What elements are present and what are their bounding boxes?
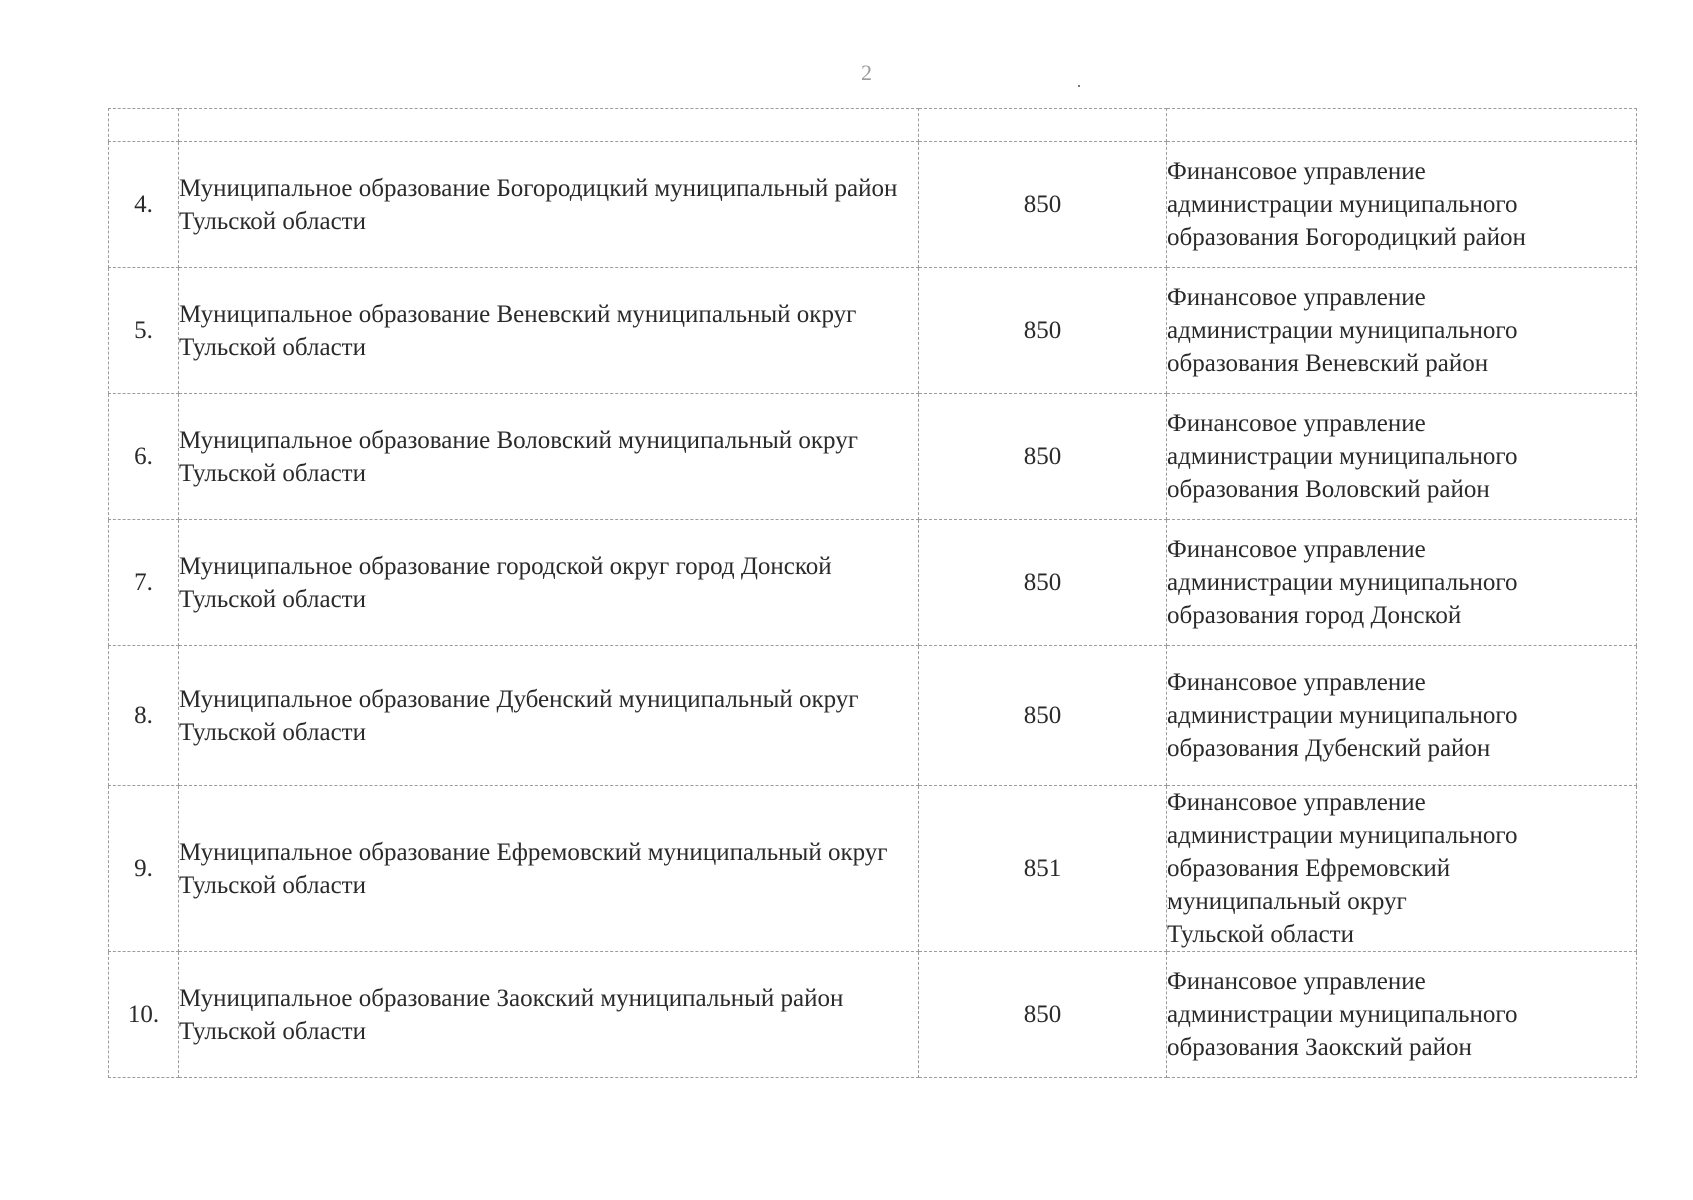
table-header-row: [109, 109, 1637, 142]
table-row: [109, 268, 1637, 394]
municipality-name: Муниципальное образование Богородицкий муниципальный район Тульской области: [179, 142, 919, 268]
row-number: 10.: [109, 952, 179, 1078]
scan-speck: [1078, 85, 1080, 87]
budget-code: 850: [919, 646, 1167, 786]
finance-authority: Финансовое управление администрации муниципального образования Заокский район: [1167, 952, 1637, 1078]
page-number: 2: [861, 60, 872, 85]
header-cell-finance: [1167, 109, 1637, 142]
budget-code: 850: [919, 520, 1167, 646]
municipality-name: Муниципальное образование Ефремовский муниципальный округ Тульской области: [179, 786, 919, 952]
municipality-name: Муниципальное образование городской округ город Донской Тульской области: [179, 520, 919, 646]
finance-authority: Финансовое управление администрации муниципального образования Веневский район: [1167, 268, 1637, 394]
budget-code: 850: [919, 268, 1167, 394]
budget-code: 850: [919, 394, 1167, 520]
finance-authority: Финансовое управление администрации муниципального образования город Донской: [1167, 520, 1637, 646]
budget-code: 850: [919, 142, 1167, 268]
budget-code: 851: [919, 786, 1167, 952]
row-number: 6.: [109, 394, 179, 520]
header-cell-name: [179, 109, 919, 142]
budget-code: 850: [919, 952, 1167, 1078]
header-cell-code: [919, 109, 1167, 142]
row-number: 9.: [109, 786, 179, 952]
row-number: 5.: [109, 268, 179, 394]
municipality-name: Муниципальное образование Заокский муниципальный район Тульской области: [179, 952, 919, 1078]
municipal-table: [108, 108, 1637, 1078]
table-row: [109, 520, 1637, 646]
municipality-name: Муниципальное образование Веневский муниципальный округ Тульской области: [179, 268, 919, 394]
finance-authority: Финансовое управление администрации муниципального образования Богородицкий район: [1167, 142, 1637, 268]
row-number: 8.: [109, 646, 179, 786]
finance-authority: Финансовое управление администрации муниципального образования Дубенский район: [1167, 646, 1637, 786]
header-cell-num: [109, 109, 179, 142]
municipality-name: Муниципальное образование Дубенский муниципальный округ Тульской области: [179, 646, 919, 786]
finance-authority: Финансовое управление администрации муниципального образования Ефремовский муниципальный округ Тульской области: [1167, 786, 1637, 952]
municipality-name: Муниципальное образование Воловский муниципальный округ Тульской области: [179, 394, 919, 520]
table-row: [109, 142, 1637, 268]
table-row: [109, 394, 1637, 520]
table-row: [109, 952, 1637, 1078]
finance-authority: Финансовое управление администрации муниципального образования Воловский район: [1167, 394, 1637, 520]
row-number: 4.: [109, 142, 179, 268]
table-row: [109, 786, 1637, 952]
row-number: 7.: [109, 520, 179, 646]
table-row: [109, 646, 1637, 786]
